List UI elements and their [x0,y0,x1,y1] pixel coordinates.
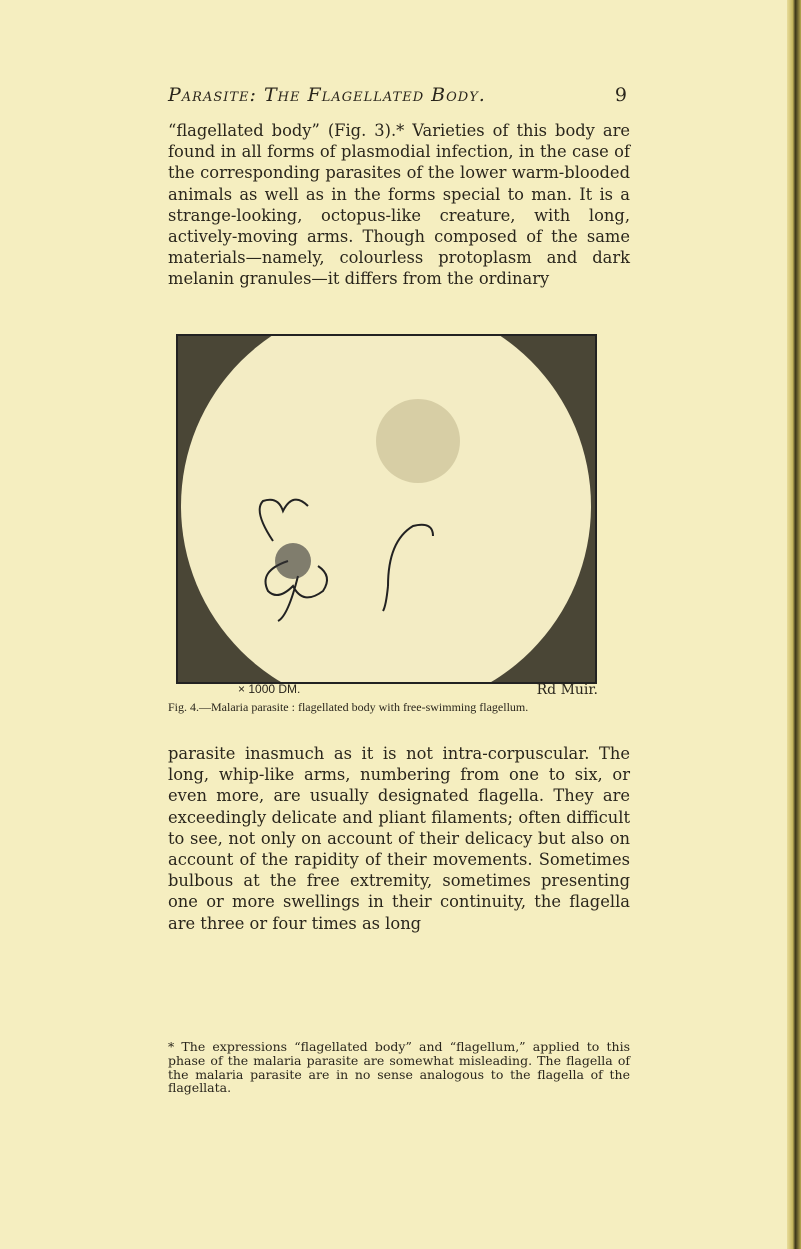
magnification-label: × 1000 DM. [238,682,301,696]
figure-illustration [178,336,595,682]
figure-caption: Fig. 4.—Malaria parasite : flagellated body with free-swimming flagellum. [168,700,529,714]
footnote: * The expressions “flagellated body” and “flagellum,” applied to this phase of the malaria parasite are somewhat misleading. The flagella of the malaria parasite are in no sense analogous to the flagella of the flagellata. [168,1039,630,1096]
figure-labels [238,682,598,698]
page-edge [787,0,801,1249]
body-text-top [168,120,630,290]
paragraph: “flagellated body” (Fig. 3).* Varieties of this body are found in all forms of plasmodial infection, in the case of the corresponding parasites of the lower warm-blooded animals as well as in the forms special to man. It is a strange-looking, octopus-like creature, with long, actively-moving arms. Though composed of the same materials—namely, colourless protoplasm and dark melanin granules—it differs from the ordinary [168,121,630,289]
artist-signature: Rd Muir. [536,682,598,698]
body-text-bottom [168,743,630,934]
running-header [168,84,628,106]
microscope-figure [176,334,597,684]
page-number: 9 [614,84,628,106]
paragraph: parasite inasmuch as it is not intra-corpuscular. The long, whip-like arms, numbering from one to six, or even more, are usually designated flagella. They are exceedingly delicate and pliant filaments; often difficult to see, not only on account of their delicacy but also on account of the rapidity of their movements. Sometimes bulbous at the free extremity, sometimes presenting one or more swellings in their continuity, the flagella are three or four times as long [168,744,630,933]
running-title: Parasite: The Flagellated Body. [168,84,486,106]
